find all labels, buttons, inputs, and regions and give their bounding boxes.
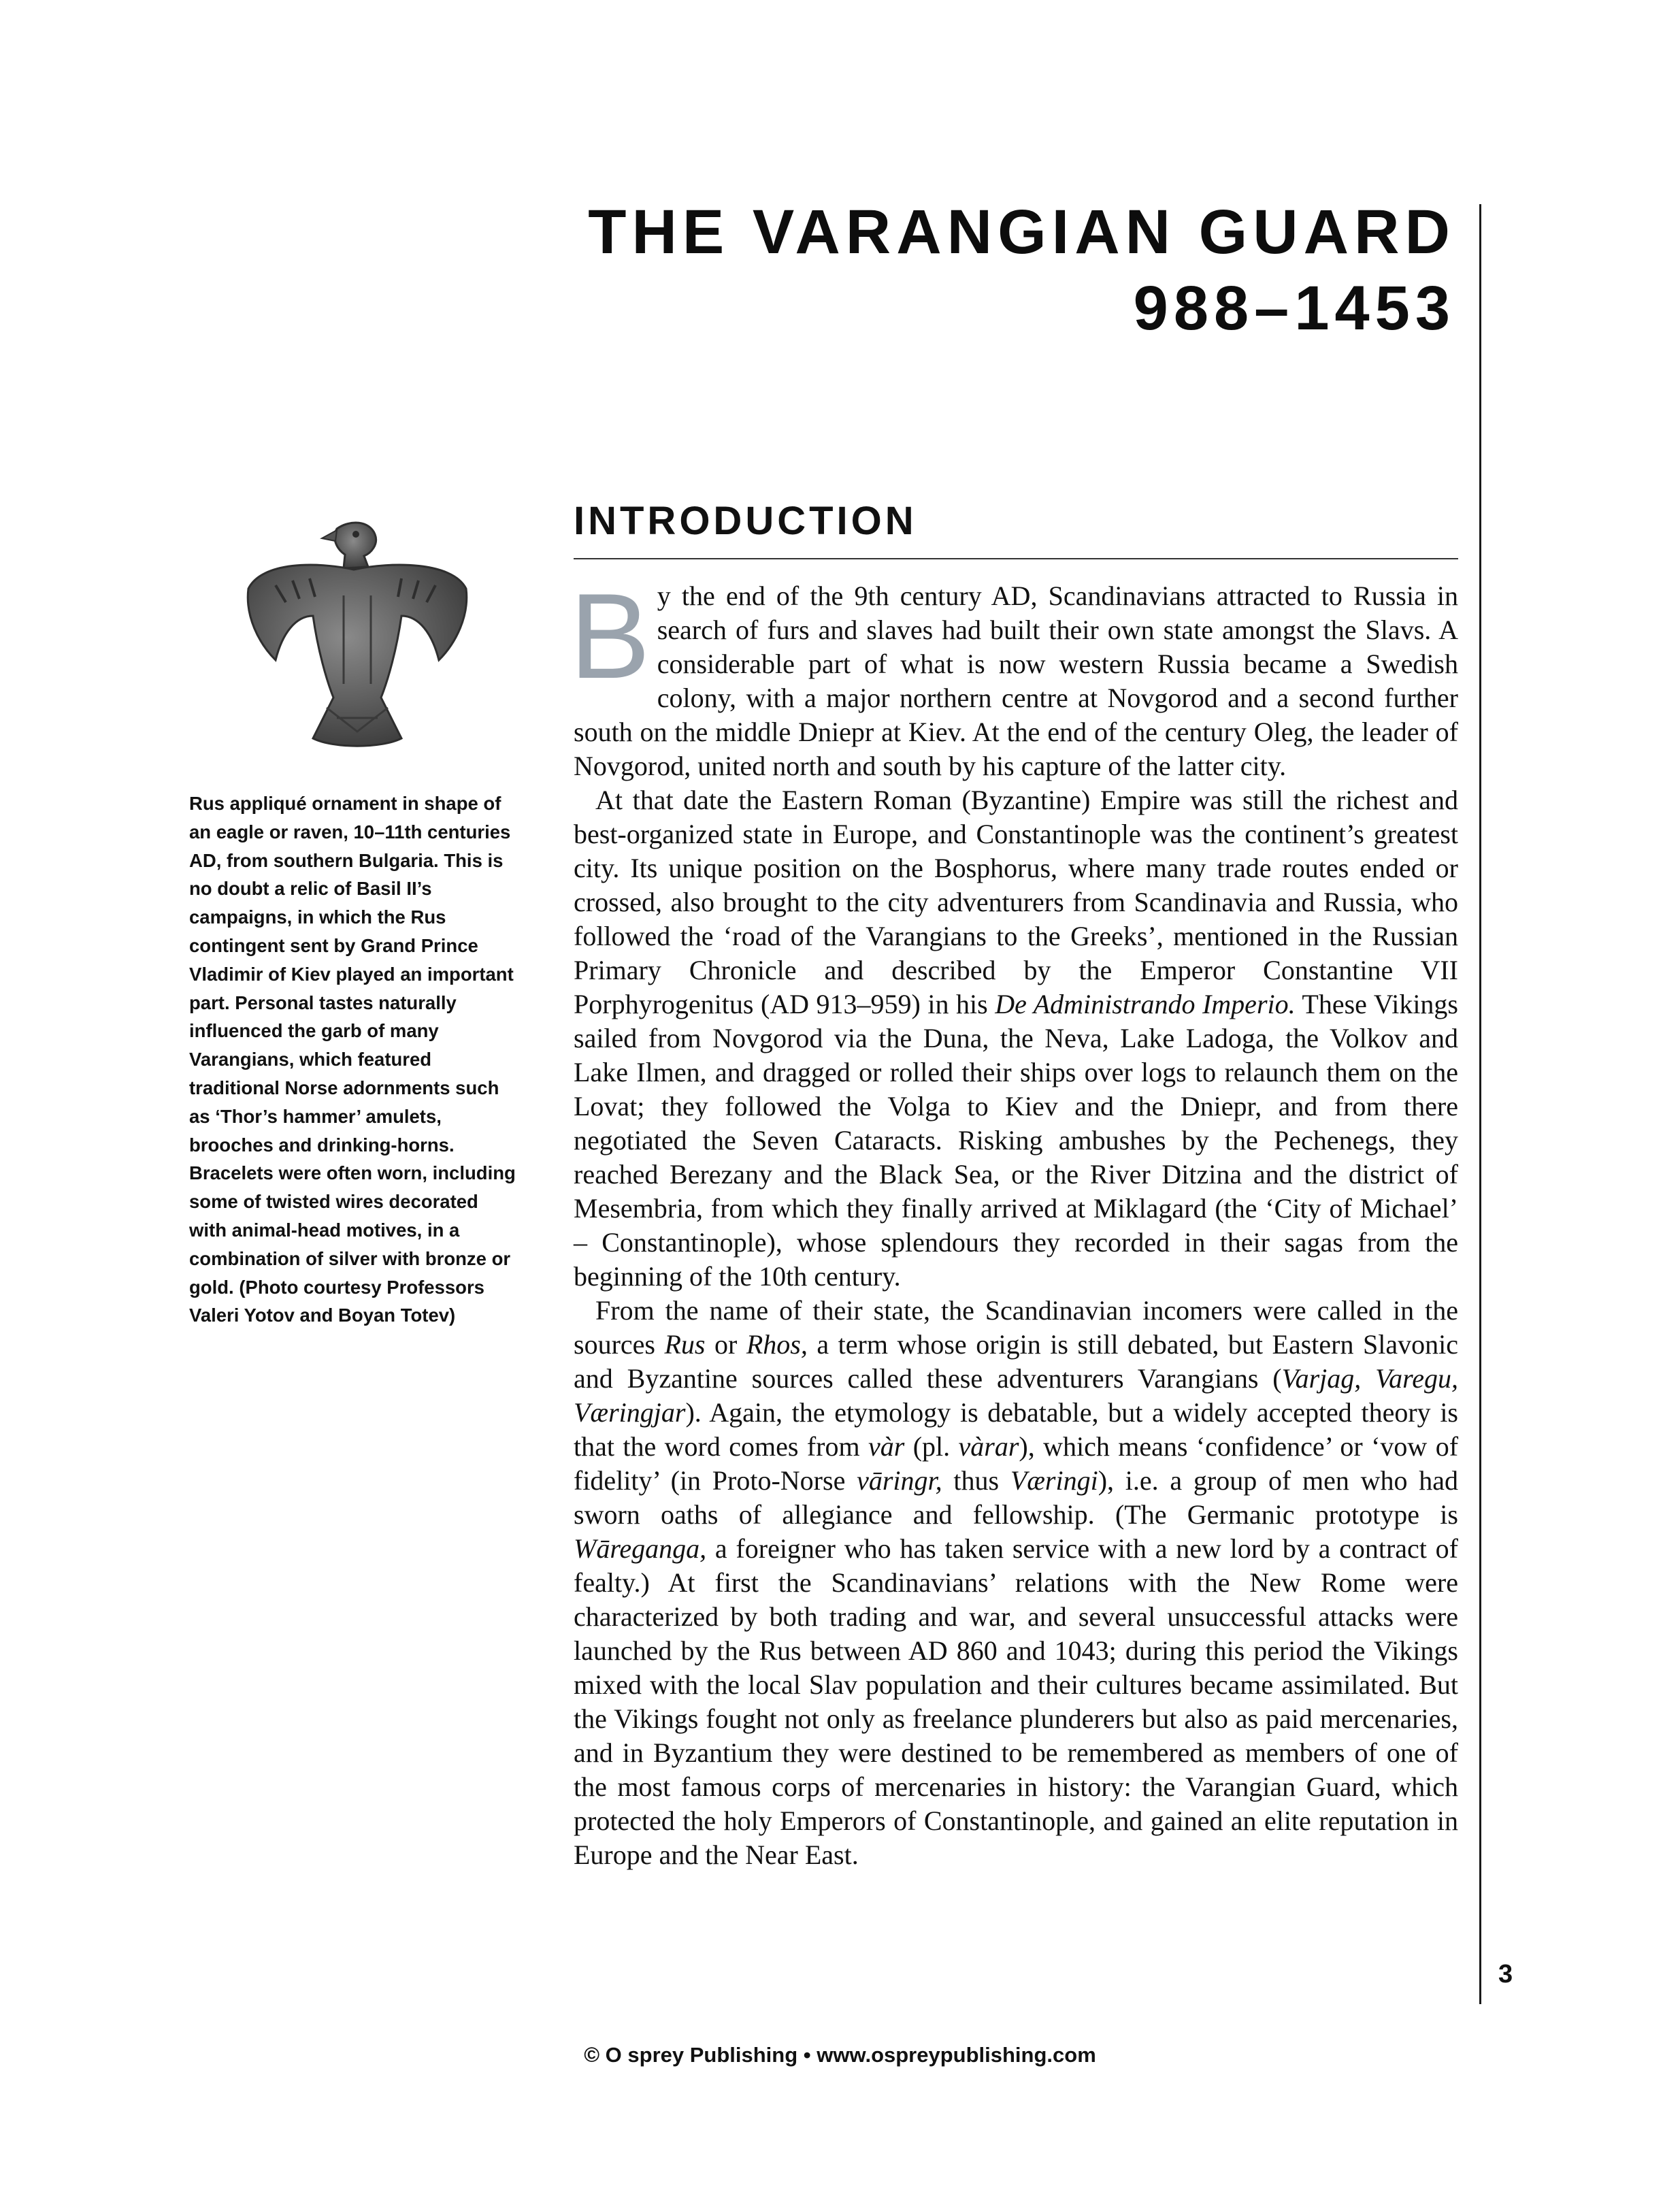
page-title bbox=[588, 194, 1455, 346]
title-line-2: 988–1453 bbox=[1133, 274, 1455, 343]
section-heading: INTRODUCTION bbox=[574, 499, 917, 543]
eagle-ornament-icon bbox=[235, 514, 480, 759]
paragraph-1: By the end of the 9th century AD, Scandinavians attracted to Russia in search of furs and slaves had built their own state amongst the Slavs. A considerable part of what is now western Russia became a Swedish colony, with a major northern centre at Novgorod and a second further south on the middle Dniepr at Kiev. At the end of the century Oleg, the leader of Novgorod, united north and south by his capture of the latter city. bbox=[570, 568, 1458, 781]
drop-cap: B bbox=[570, 568, 650, 704]
figure-caption: Rus appliqué ornament in shape of an eagle or raven, 10–11th centuries AD, from southern Bulgaria. This is no doubt a relic of Basil II’s campaigns, in which the Rus contingent sent by Grand Prince Vladimir of Kiev played an important part. Personal tastes naturally influenced the garb of many Varangians, which featured traditional Norse adornments such as ‘Thor’s hammer’ amulets, brooches and drinking-horns. Bracelets were often worn, including some of twisted wires decorated with animal-head motives, in a combination of silver with bronze or gold. (Photo courtesy Professors Valeri Yotov and Boyan Totev) bbox=[189, 793, 516, 1326]
article-body bbox=[570, 568, 1459, 1872]
footer bbox=[0, 2042, 1680, 2069]
paragraph-2: At that date the Eastern Roman (Byzantine) Empire was still the richest and best-organized state in Europe, and Constantinople was the continent’s greatest city. Its unique position on the Bosphorus, where many trade routes ended or crossed, also brought to the city adventurers from Scandinavia and Russia, who followed the ‘road of the Varangians to the Greeks’, mentioned in the Russian Primary Chronicle and described by the Emperor Constantine VII Porphyrogenitus (AD 913–959) in his De Administrando Imperio. These Vikings sailed from Novgorod via the Duna, the Neva, Lake Ladoga, the Volkov and Lake Ilmen, and dragged or rolled their ships over logs to relaunch them on the Lovat; they followed the Volga to Kiev and the Dniepr, and from there negotiated the Seven Cataracts. Risking ambushes by the Pechenegs, they reached Berezany and the Black Sea, or the River Ditzina and the district of Mesembria, from which they finally arrived at Miklagard (the ‘City of Michael’ – Constantinople), whose splendours they recorded in their sagas from the beginning of the 10th century. bbox=[574, 785, 1458, 1292]
footer-url[interactable]: www.ospreypublishing.com bbox=[817, 2043, 1096, 2067]
vertical-rule bbox=[1479, 204, 1481, 2004]
title-line-1: THE VARANGIAN GUARD bbox=[588, 197, 1455, 267]
paragraph-3: From the name of their state, the Scandinavian incomers were called in the sources Rus or Rhos, a term whose origin is still debated, but Eastern Slavonic and Byzantine sources called these adventurers Varangians (Varjag, Varegu, Væringjar). Again, the etymology is debatable, but a widely accepted theory is that the word comes from vàr (pl. vàrar), which means ‘confidence’ or ‘vow of fidelity’ (in Proto-Norse vāringr, thus Væringi), i.e. a group of men who had sworn oaths of allegiance and fellowship. (The Germanic prototype is Wāreganga, a foreigner who has taken service with a new lord by a contract of fealty.) At first the Scandinavians’ relations with the New Rome were characterized by both trading and war, and several unsuccessful attacks were launched by the Rus between AD 860 and 1043; during this period the Vikings mixed with the local Slav population and their cultures became assimilated. But the Vikings fought not only as freelance plunderers but also as paid mercenaries, and in Byzantium they were destined to be remembered as members of one of the most famous corps of mercenaries in history: the Varangian Guard, which protected the holy Emperors of Constantinople, and gained an elite reputation in Europe and the Near East. bbox=[574, 1295, 1459, 1870]
footer-copyright: © O sprey Publishing • bbox=[584, 2043, 811, 2067]
page-number: 3 bbox=[1498, 1960, 1513, 1988]
heading-rule bbox=[574, 558, 1458, 559]
